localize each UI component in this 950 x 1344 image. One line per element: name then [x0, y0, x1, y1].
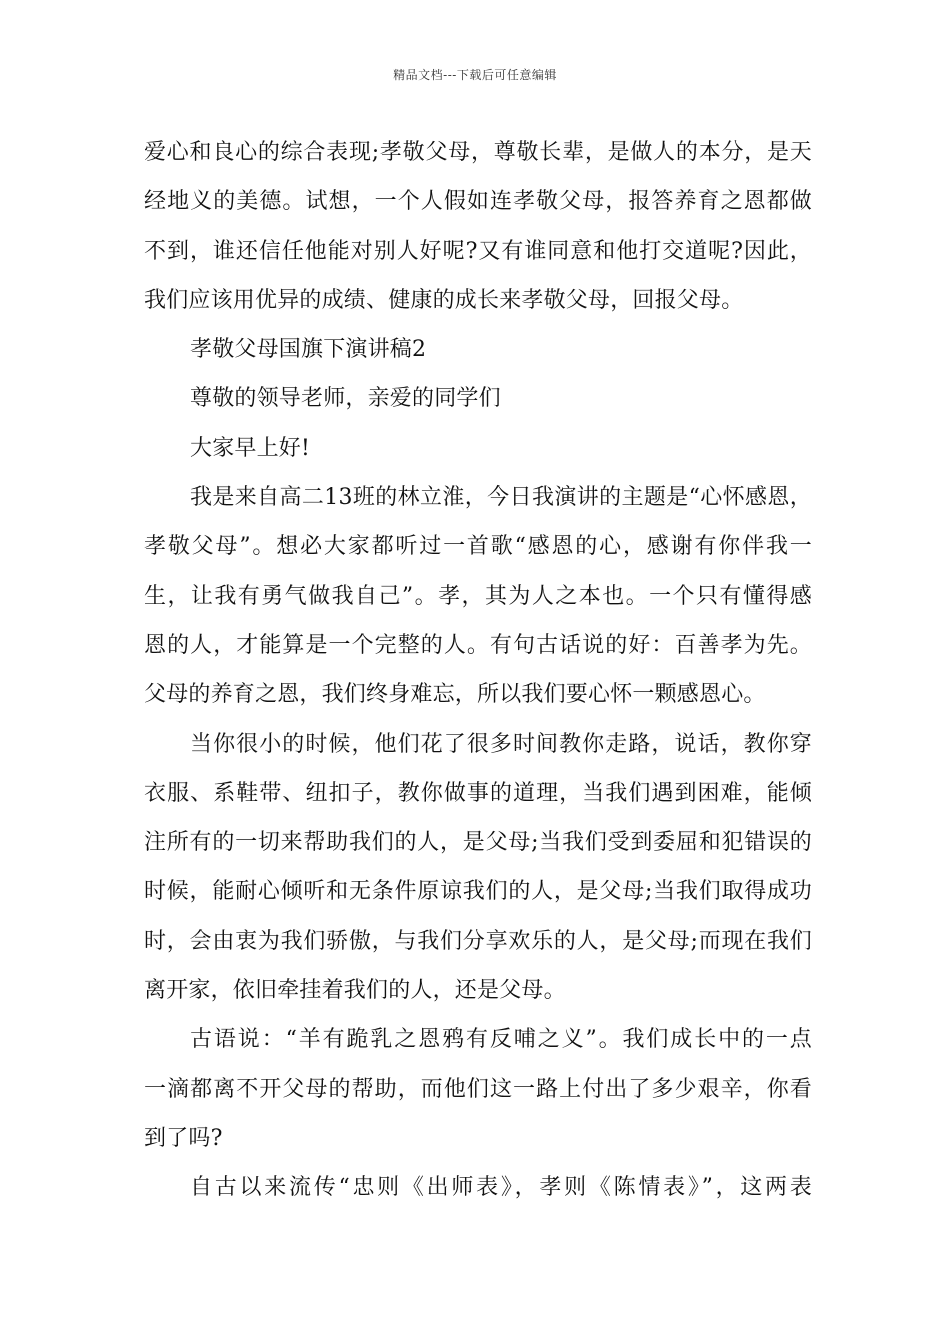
- paragraph-line: 自古以来流传“忠则《出师表》，孝则《陈情表》”，这两表: [190, 1175, 812, 1201]
- paragraph-line: 衣服、系鞋带、纽扣子，教你做事的道理，当我们遇到困难，能倾: [144, 780, 812, 806]
- paragraph-line: 我们应该用优异的成绩、健康的成长来孝敬父母，回报父母。: [144, 287, 744, 313]
- paragraph-line: 我是来自高二13班的林立淮，今日我演讲的主题是“心怀感恩，: [190, 485, 812, 511]
- paragraph-line: 父母的养育之恩，我们终身难忘，所以我们要心怀一颗感恩心。: [144, 682, 766, 708]
- greeting: 大家早上好!: [190, 435, 311, 461]
- paragraph-line: 离开家，依旧牵挂着我们的人，还是父母。: [144, 978, 566, 1004]
- paragraph-line: 不到，谁还信任他能对别人好呢?又有谁同意和他打交道呢?因此，: [144, 238, 812, 264]
- paragraph-line: 时，会由衷为我们骄傲，与我们分享欢乐的人，是父母;而现在我们: [144, 928, 812, 954]
- paragraph-line: 经地义的美德。试想，一个人假如连孝敬父母，报答养育之恩都做: [144, 189, 812, 215]
- paragraph-line: 恩的人，才能算是一个完整的人。有句古话说的好：百善孝为先。: [144, 632, 812, 658]
- paragraph-line: 爱心和良心的综合表现;孝敬父母，尊敬长辈，是做人的本分，是天: [144, 140, 812, 165]
- paragraph-line: 当你很小的时候，他们花了很多时间教你走路，说话，教你穿: [190, 731, 812, 757]
- paragraph-line: 时候，能耐心倾听和无条件原谅我们的人，是父母;当我们取得成功: [144, 879, 812, 905]
- paragraph-line: 生，让我有勇气做我自己”。孝，其为人之本也。一个只有懂得感: [144, 583, 812, 609]
- document-body: [144, 128, 812, 1213]
- paragraph-line: 一滴都离不开父母的帮助，而他们这一路上付出了多少艰辛，你看: [144, 1076, 812, 1102]
- paragraph-line: 古语说：“羊有跪乳之恩鸦有反哺之义”。我们成长中的一点: [190, 1027, 812, 1053]
- section-title: 孝敬父母国旗下演讲稿2: [190, 337, 427, 363]
- salutation: 尊敬的领导老师，亲爱的同学们: [190, 386, 501, 412]
- page-header: 精品文档---下载后可任意编辑: [393, 68, 557, 82]
- paragraph-line: 孝敬父母”。想必大家都听过一首歌“感恩的心，感谢有你伴我一: [144, 534, 812, 560]
- paragraph-line: 注所有的一切来帮助我们的人，是父母;当我们受到委屈和犯错误的: [144, 830, 812, 856]
- paragraph-line: 到了吗?: [144, 1125, 223, 1151]
